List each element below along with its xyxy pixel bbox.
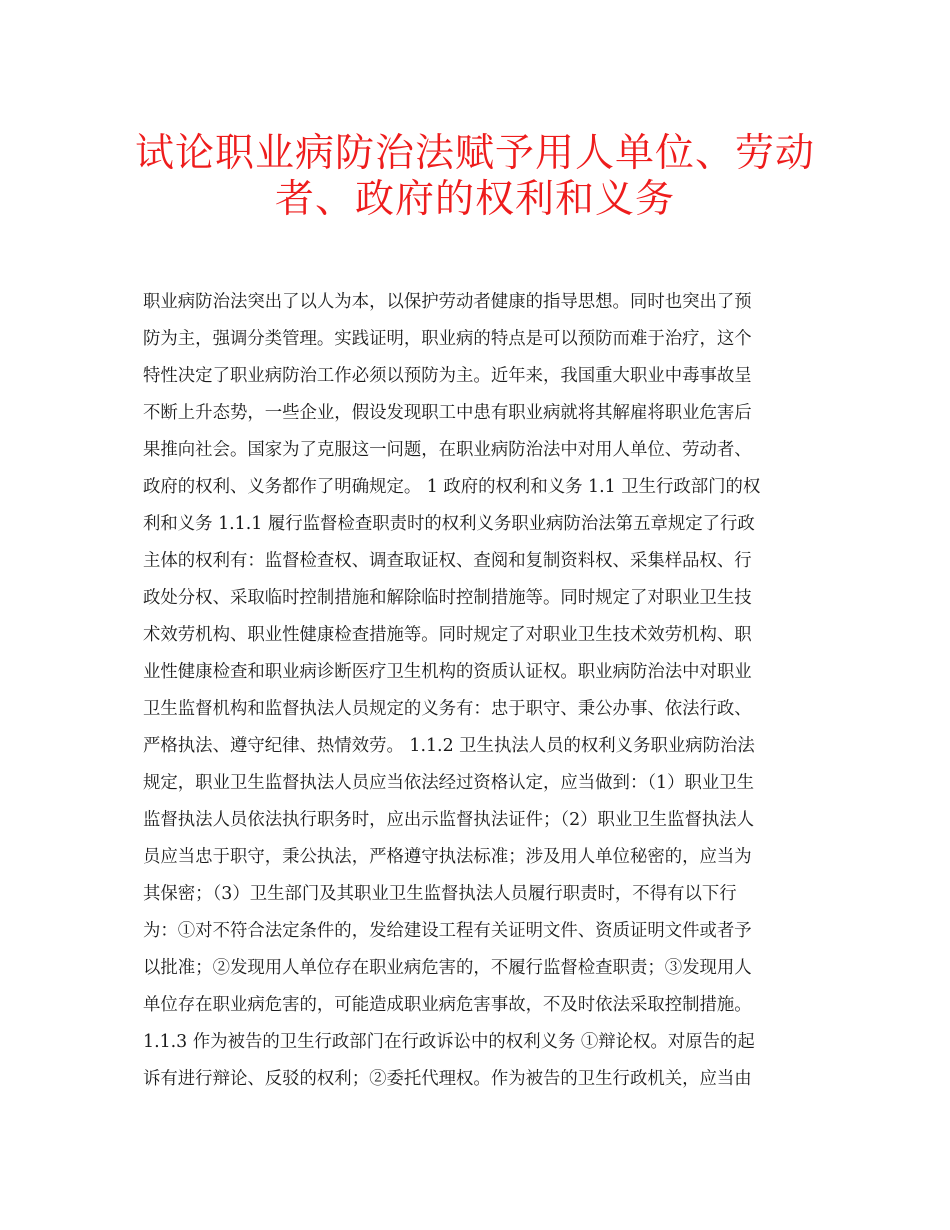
body-text-line: 单位存在职业病危害的，可能造成职业病危害事故，不及时依法采取控制措施。: [143, 995, 752, 1015]
body-text-line: 其保密；（3）卫生部门及其职业卫生监督执法人员履行职责时，不得有以下行: [143, 884, 737, 904]
document-title-line-1: 试论职业病防治法赋予用人单位、劳动: [134, 131, 815, 176]
body-text-line: 利和义务 1.1.1 履行监督检查职责时的权利义务职业病防治法第五章规定了行政: [143, 514, 755, 534]
body-text-line: 监督执法人员依法执行职务时，应出示监督执法证件；（2）职业卫生监督执法人: [143, 810, 755, 830]
body-text-line: 职业病防治法突出了以人为本，以保护劳动者健康的指导思想。同时也突出了预: [143, 292, 752, 312]
body-text-line: 业性健康检查和职业病诊断医疗卫生机构的资质认证权。职业病防治法中对职业: [143, 662, 752, 682]
body-text-line: 政处分权、采取临时控制措施和解除临时控制措施等。同时规定了对职业卫生技: [143, 588, 752, 608]
body-text-line: 特性决定了职业病防治工作必须以预防为主。近年来，我国重大职业中毒事故呈: [143, 366, 752, 386]
body-text-line: 政府的权利、义务都作了明确规定。 1 政府的权利和义务 1.1 卫生行政部门的权: [143, 477, 761, 497]
body-text-line: 主体的权利有：监督检查权、调查取证权、查阅和复制资料权、采集样品权、行: [143, 551, 752, 571]
body-text-line: 术效劳机构、职业性健康检查措施等。同时规定了对职业卫生技术效劳机构、职: [143, 625, 752, 645]
body-text-line: 员应当忠于职守，秉公执法，严格遵守执法标准；涉及用人单位秘密的，应当为: [143, 847, 752, 867]
body-text-line: 为：①对不符合法定条件的，发给建设工程有关证明文件、资质证明文件或者予: [143, 921, 752, 941]
body-text-line: 严格执法、遵守纪律、热情效劳。 1.1.2 卫生执法人员的权利义务职业病防治法: [143, 736, 755, 756]
document-title-line-2: 者、政府的权利和义务: [274, 177, 675, 222]
body-text-line: 果推向社会。国家为了克服这一问题，在职业病防治法中对用人单位、劳动者、: [143, 440, 752, 460]
body-text-line: 不断上升态势，一些企业，假设发现职工中患有职业病就将其解雇将职业危害后: [143, 403, 752, 423]
body-text-line: 防为主，强调分类管理。实践证明，职业病的特点是可以预防而难于治疗，这个: [143, 329, 752, 349]
body-text-line: 以批准；②发现用人单位存在职业病危害的，不履行监督检查职责；③发现用人: [143, 958, 752, 978]
body-text-line: 诉有进行辩论、反驳的权利；②委托代理权。作为被告的卫生行政机关，应当由: [143, 1069, 752, 1089]
body-text-line: 卫生监督机构和监督执法人员规定的义务有：忠于职守、秉公办事、依法行政、: [143, 699, 752, 719]
body-text-line: 规定，职业卫生监督执法人员应当依法经过资格认定，应当做到：（1）职业卫生: [143, 773, 755, 793]
body-text-line: 1.1.3 作为被告的卫生行政部门在行政诉讼中的权利义务 ①辩论权。对原告的起: [143, 1032, 755, 1052]
